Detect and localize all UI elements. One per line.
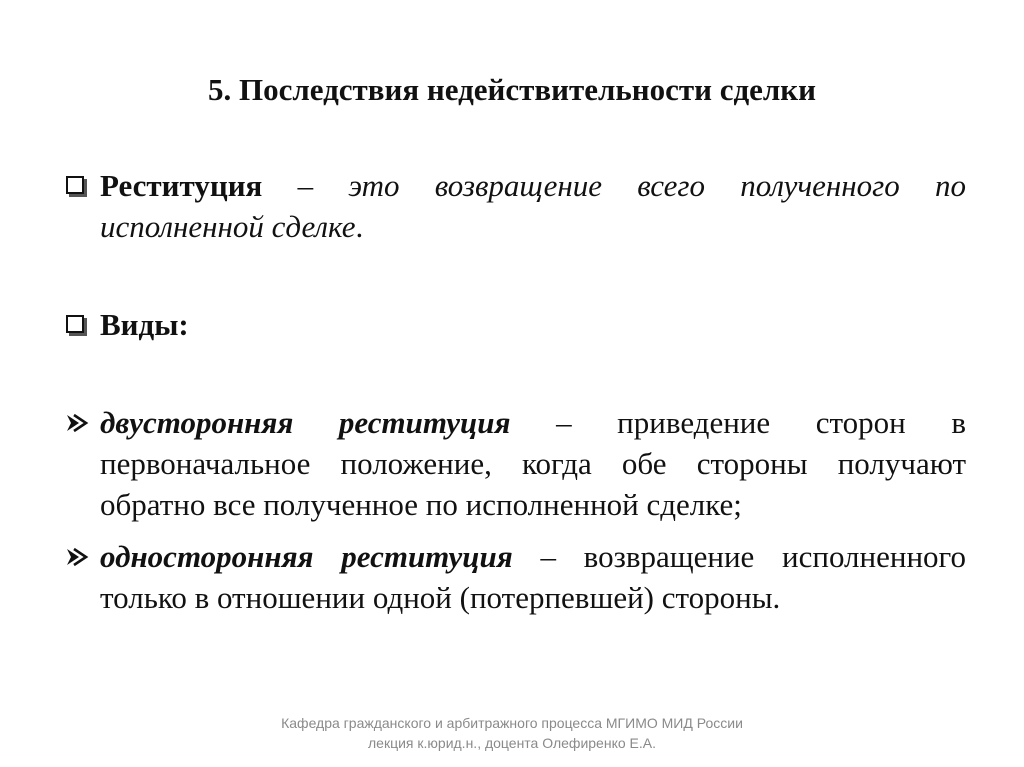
bullet-bilateral (64, 402, 966, 525)
slide-title: 5. Последствия недействительности сделки (207, 72, 817, 107)
arrow-bullet-icon (64, 536, 94, 577)
unilateral-term: односторонняя реституция (100, 539, 513, 574)
unilateral-rest: – возвращение исполненного только в отношении одной (потерпевшей) стороны. (100, 539, 966, 615)
bullet-restitution (64, 165, 966, 247)
checkbox-bullet-icon (64, 304, 94, 345)
checkbox-bullet-icon (64, 165, 94, 206)
footer-line-1: Кафедра гражданского и арбитражного процесса МГИМО МИД России (281, 715, 743, 731)
bilateral-term: двусторонняя реституция (100, 405, 511, 440)
arrow-bullet-icon (64, 402, 94, 443)
restitution-end: . (355, 209, 364, 244)
restitution-definition: это возвращение всего полученного по исполненной сделке (100, 168, 967, 244)
bullet-unilateral (64, 536, 966, 618)
types-heading: Виды: (100, 307, 189, 342)
restitution-term: Реституция (100, 168, 263, 203)
footer-line-2: лекция к.юрид.н., доцента Олефиренко Е.А. (368, 735, 656, 751)
restitution-dash: – (262, 168, 349, 203)
bullet-types (64, 304, 966, 345)
bilateral-rest: – приведение сторон в первоначальное положение, когда обе стороны получают обратно все полученное по исполненной сделке; (100, 405, 966, 522)
slide-footer (0, 713, 1024, 753)
restitution-text (100, 165, 966, 247)
